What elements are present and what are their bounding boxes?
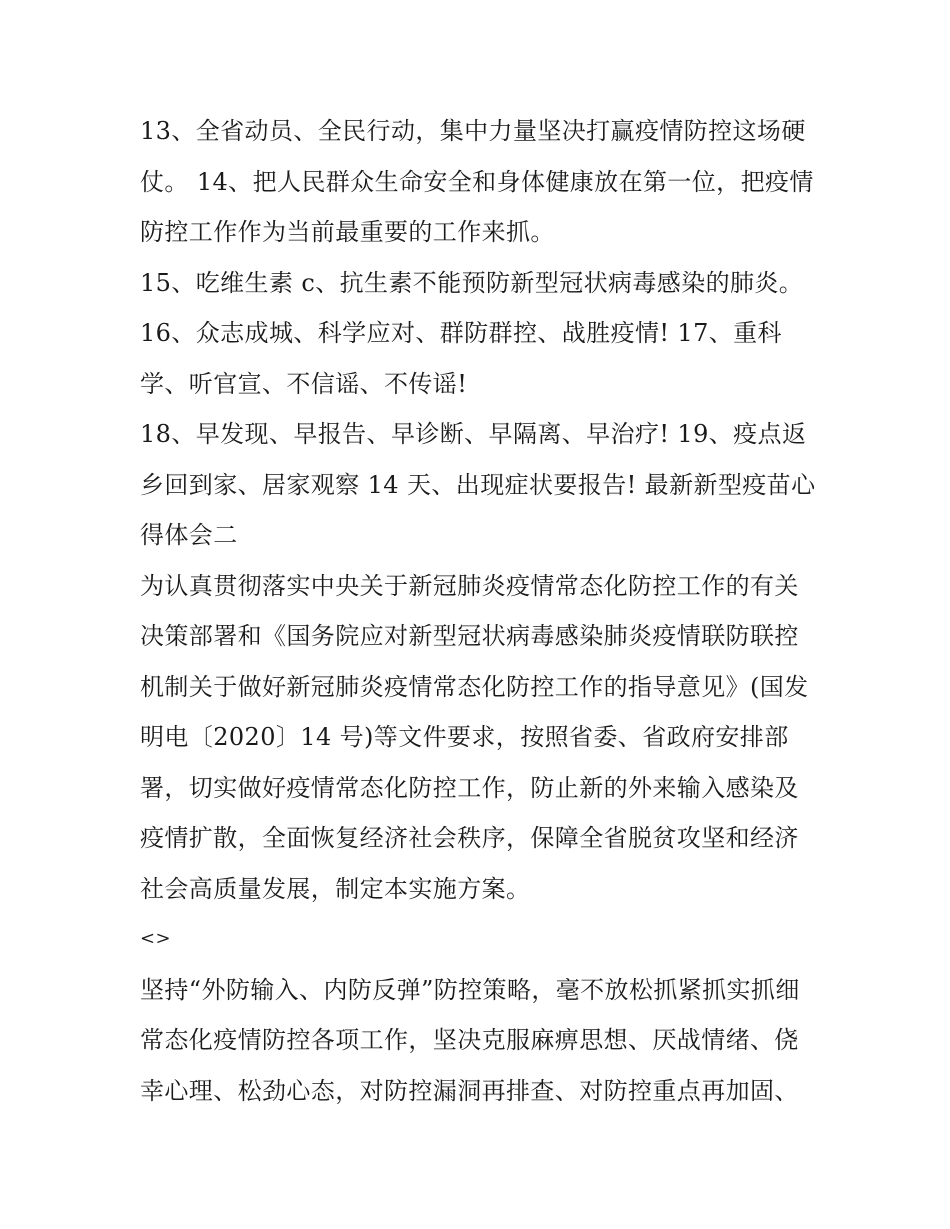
paragraph-placeholder: <> (140, 928, 171, 949)
paragraph-13-14: 13、全省动员、全民行动，集中力量坚决打赢疫情防控这场硬仗。 14、把人民群众生命安全和身体健康放在第一位，把疫情防控工作作为当前最重要的工作来抓。 (140, 117, 814, 246)
document-page (140, 106, 820, 1116)
paragraph-15: 15、吃维生素 c、抗生素不能预防新型冠状病毒感染的肺炎。 (140, 268, 804, 297)
paragraph-strategy: 坚持“外防输入、内防反弹”防控策略，毫不放松抓紧抓实抓细常态化疫情防控各项工作，坚决克服麻痹思想、厌战情绪、侥幸心理、松劲心态，对防控漏洞再排查、对防控重点再加固、 (140, 975, 800, 1105)
paragraph-implementation-plan: 为认真贯彻落实中央关于新冠肺炎疫情常态化防控工作的有关决策部署和《国务院应对新型冠状病毒感染肺炎疫情联防联控机制关于做好新冠肺炎疫情常态化防控工作的指导意见》(国发明电〔2020〕14 号)等文件要求，按照省委、省政府安排部署，切实做好疫情常态化防控工作，防止新的外来输入感染及疫情扩散，全面恢复经济社会秩序，保障全省脱贫攻坚和经济社会高质量发展，制定本实施方案。 (140, 571, 809, 903)
paragraph-18-19: 18、早发现、早报告、早诊断、早隔离、早治疗! 19、疫点返乡回到家、居家观察 14 天、出现症状要报告! 最新新型疫苗心得体会二 (140, 420, 816, 549)
paragraph-16-17: 16、众志成城、科学应对、群防群控、战胜疫情! 17、重科学、听官宣、不信谣、不传谣! (140, 319, 782, 398)
